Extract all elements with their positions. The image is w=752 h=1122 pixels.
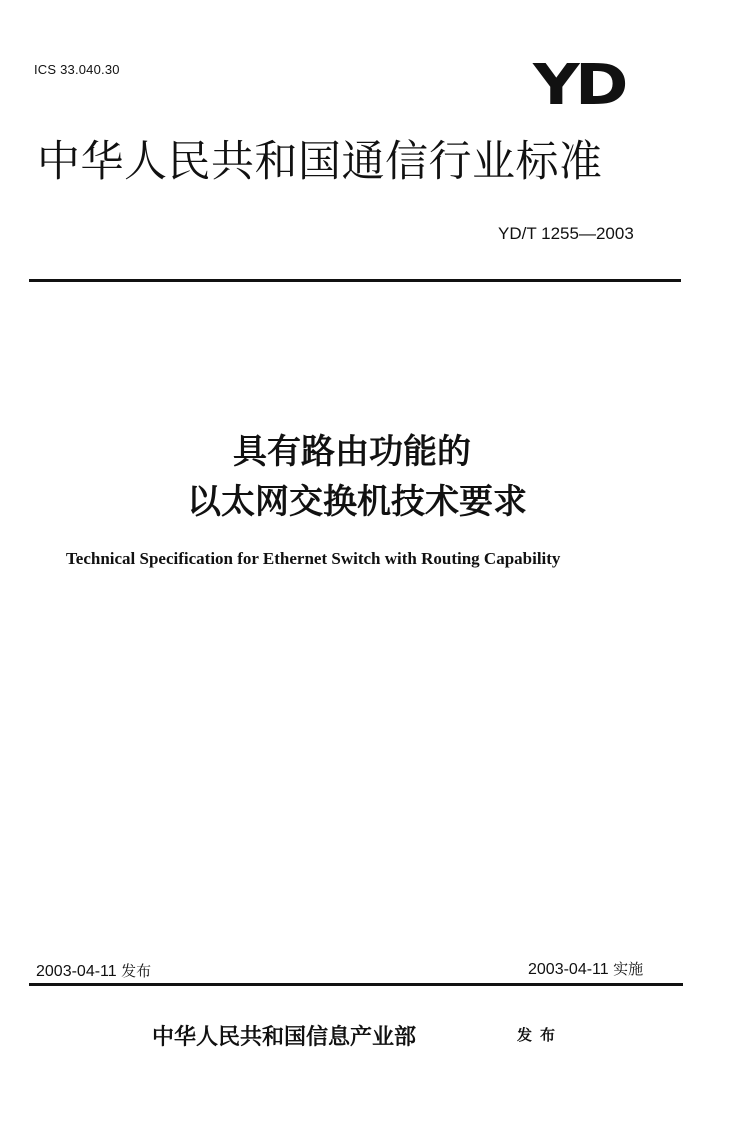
implement-date-block <box>528 958 643 979</box>
bottom-divider <box>29 983 683 986</box>
implement-date: 2003-04-11 <box>528 961 609 978</box>
english-title: Technical Specification for Ethernet Switch with Routing Capability <box>66 549 561 568</box>
yd-logo: YD <box>533 53 624 118</box>
issue-date: 2003-04-11 <box>36 963 117 980</box>
standard-number: YD/T 1255—2003 <box>498 224 634 243</box>
chinese-title-line2: 以太网交换机技术要求 <box>187 482 527 522</box>
implement-label: 实施 <box>613 960 644 978</box>
publish-label: 发布 <box>517 1026 564 1044</box>
ics-code: ICS 33.040.30 <box>34 62 120 77</box>
standard-category: 中华人民共和国通信行业标准 <box>37 137 603 187</box>
issue-date-block <box>36 960 151 981</box>
top-divider <box>29 279 681 282</box>
chinese-title-line1: 具有路由功能的 <box>233 432 471 472</box>
publisher-name: 中华人民共和国信息产业部 <box>152 1024 417 1050</box>
issue-label: 发布 <box>121 962 152 980</box>
